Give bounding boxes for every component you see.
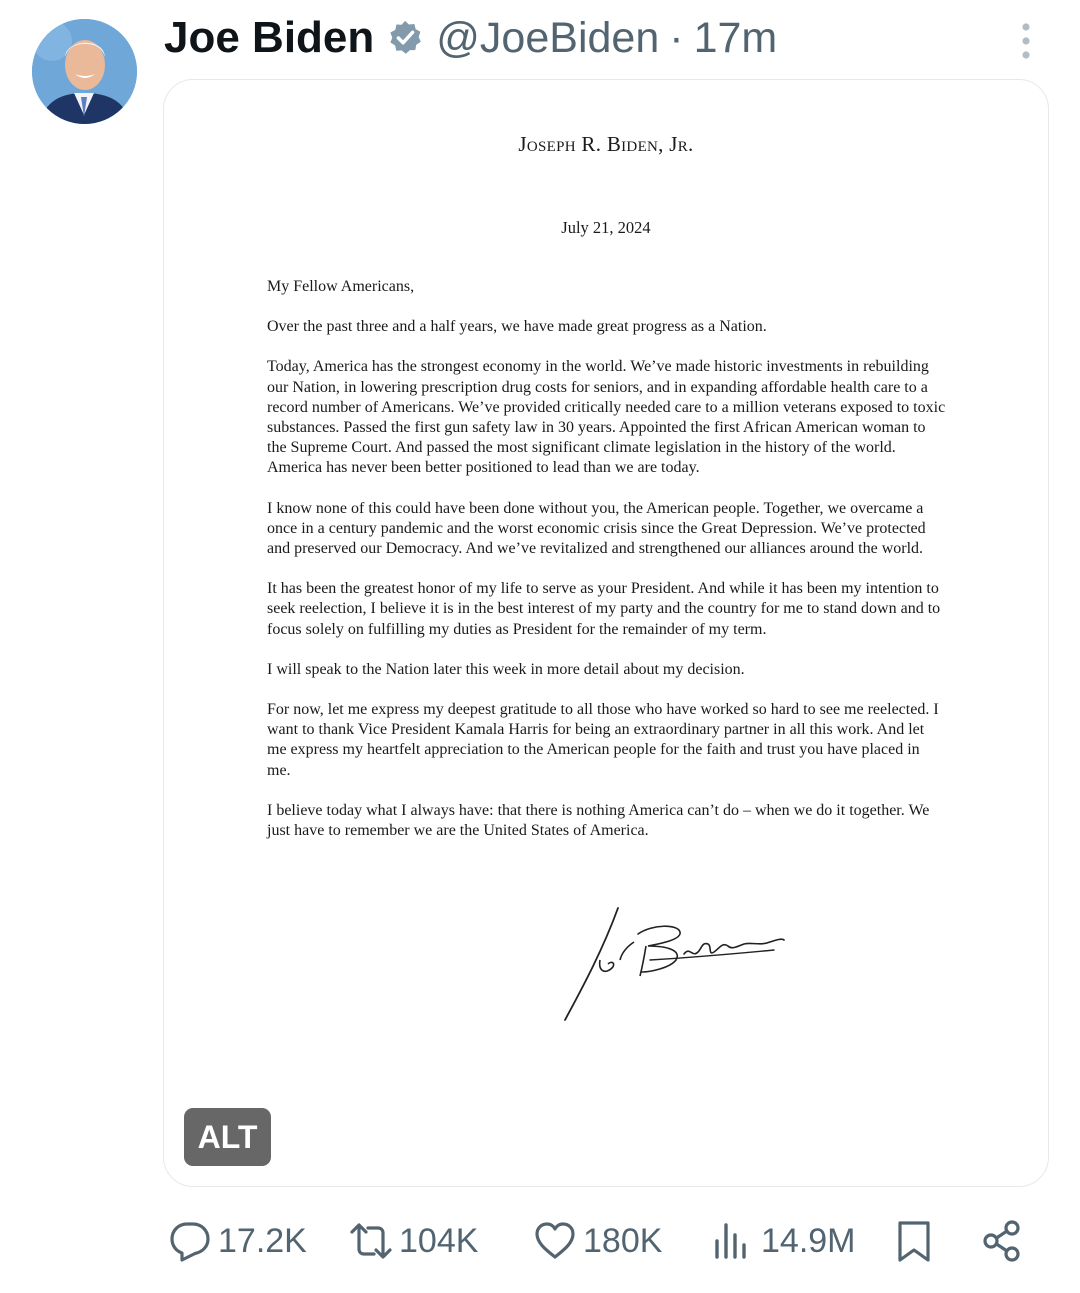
profile-photo	[32, 19, 137, 124]
author-handle[interactable]: @JoeBiden	[436, 13, 660, 62]
bookmark-icon[interactable]	[892, 1219, 936, 1263]
views-button[interactable]	[711, 1213, 856, 1269]
heart-icon	[533, 1219, 577, 1263]
letter-paragraph: I will speak to the Nation later this week in more detail about my decision.	[267, 660, 745, 678]
reply-count: 17.2K	[218, 1221, 307, 1260]
signature	[562, 902, 787, 1024]
reply-button[interactable]	[168, 1213, 307, 1269]
letter-image	[164, 80, 1048, 1186]
action-bar	[0, 1213, 1080, 1269]
letter-paragraph: I know none of this could have been done without you, the American people. Together, we overcame a once in a century pandemic and the worst economic crisis since the Great Depression. We’ve protected and preserved our Democracy. And we’ve revitalized and strengthened our alliances around the world.	[267, 499, 926, 558]
post-time[interactable]: 17m	[693, 13, 778, 62]
share-icon[interactable]	[980, 1219, 1024, 1263]
verified-badge-icon	[386, 19, 424, 57]
media-card[interactable]	[163, 79, 1049, 1187]
separator-dot: ·	[669, 13, 684, 62]
views-icon	[711, 1219, 755, 1263]
letter-paragraph: Today, America has the strongest economy in the world. We’ve made historic investments in rebuilding our Nation, in lowering prescription drug costs for seniors, and in expanding affordable health care to a record number of Americans. We’ve provided critically needed care to a million veterans exposed to toxic substances. Passed the first gun safety law in 30 years. Appointed the first African American woman to the Supreme Court. And passed the most significant climate legislation in the history of the world. America has never been better positioned to lead than we are today.	[267, 358, 946, 477]
author-name[interactable]: Joe Biden	[164, 13, 375, 62]
avatar[interactable]	[32, 19, 137, 124]
repost-count: 104K	[399, 1221, 479, 1260]
letter-body	[267, 277, 947, 861]
letter-paragraph: It has been the greatest honor of my life to serve as your President. And while it has been my intention to seek reelection, I believe it is in the best interest of my party and the country for me to stand down and to focus solely on fulfilling my duties as President for the remainder of my term.	[267, 580, 941, 638]
more-vertical-icon[interactable]	[1008, 20, 1044, 64]
letter-date: July 21, 2024	[561, 218, 651, 237]
tweet-header	[164, 10, 777, 66]
retweet-icon	[349, 1219, 393, 1263]
letter-paragraph: Over the past three and a half years, we have made great progress as a Nation.	[267, 318, 767, 336]
alt-text-button[interactable]: ALT	[184, 1108, 271, 1166]
views-count: 14.9M	[761, 1221, 856, 1260]
letterhead: Joseph R. Biden, Jr.	[518, 132, 694, 156]
letter-paragraph: I believe today what I always have: that there is nothing America can’t do – when we do it together. We just have to remember we are the United States of America.	[267, 801, 930, 840]
reply-icon	[168, 1219, 212, 1263]
like-count: 180K	[583, 1221, 663, 1260]
repost-button[interactable]	[349, 1213, 478, 1269]
letter-paragraph: For now, let me express my deepest gratitude to all those who have worked so hard to see me reelected. I want to thank Vice President Kamala Harris for being an extraordinary partner in all this work. And let me express my heartfelt appreciation to the American people for the faith and trust you have placed in me.	[267, 701, 939, 779]
letter-paragraph: My Fellow Americans,	[267, 278, 415, 295]
like-button[interactable]	[533, 1213, 662, 1269]
